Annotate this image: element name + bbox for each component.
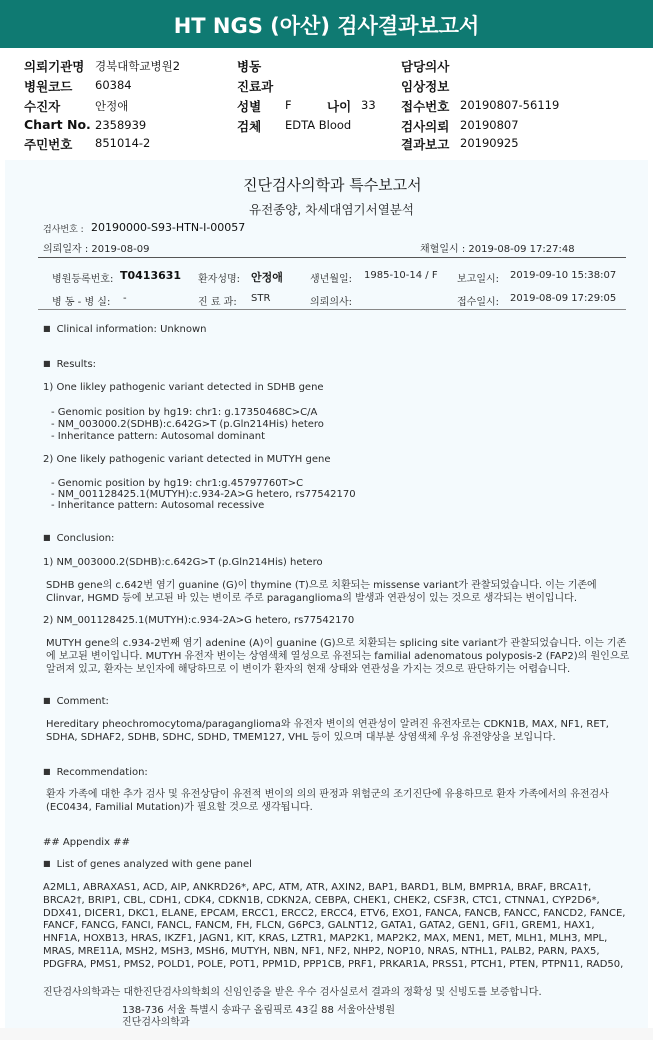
report-time-value: 2019-09-10 15:38:07 (510, 270, 617, 281)
reg-no-value: T0413631 (120, 269, 182, 282)
request-date: 의뢰일자 : 2019-08-09 (43, 244, 150, 255)
result2-line: - NM_001128425.1(MUTYH):c.934-2A>G hetero, rs77542170 (51, 489, 356, 500)
exam-request-value: 20190807 (460, 118, 519, 132)
specimen-value: EDTA Blood (285, 118, 352, 132)
ward-room-label: 병 동 - 병 실: (52, 297, 111, 308)
appendix-heading: ## Appendix ## (43, 837, 130, 848)
comment-heading: ■ Comment: (43, 696, 109, 707)
age-value: 33 (361, 98, 376, 112)
receipt-no-label: 접수번호 (401, 99, 450, 114)
report-time-label: 보고일시: (457, 274, 500, 285)
result1-line: - Inheritance pattern: Autosomal dominant (51, 431, 266, 442)
receipt-time-label: 접수일시: (457, 297, 500, 308)
requesting-doctor-label: 의뢰의사: (310, 297, 353, 308)
results-heading: ■ Results: (43, 359, 96, 370)
patient-name-label: 환자성명: (198, 274, 241, 285)
dept-label: 진료과 (237, 79, 274, 94)
department-name: 진단검사의학과 (122, 1017, 190, 1028)
patient-value: 안정애 (95, 99, 129, 113)
result2-title: 2) One likely pathogenic variant detected in MUTYH gene (43, 454, 331, 465)
patient-label: 수진자 (24, 99, 61, 114)
exam-no-label: 검사번호 : (43, 225, 84, 235)
exam-request-label: 검사의뢰 (401, 119, 450, 134)
department-label: 진 료 과: (198, 297, 237, 308)
sex-value: F (285, 98, 292, 112)
exam-no-value: 20190000-S93-HTN-I-00057 (91, 221, 246, 234)
report-title: HT NGS (아산) 검사결과보고서 (173, 14, 480, 38)
scanned-report (5, 160, 648, 1028)
result-report-value: 20190925 (460, 136, 519, 150)
ward-room-value: - (123, 293, 127, 304)
result1-title: 1) One likley pathogenic variant detected in SDHB gene (43, 382, 324, 393)
result1-line: - NM_003000.2(SDHB):c.642G>T (p.Gln214His) hetero (51, 419, 324, 430)
reg-no-label: 병원등록번호: (52, 274, 114, 285)
dob-value: 1985-10-14 / F (364, 270, 438, 281)
institution-label: 의뢰기관명 (24, 59, 85, 74)
conclusion1-text: SDHB gene의 c.642번 염기 guanine (G)이 thymine (T)으로 치환되는 missense variant가 관찰되었습니다. 이는 기존에 Clinvar, HGMD 등에 보고된 바 있는 변이로 주로 paraganglioma의 발생과 연관성이 있는 것으로 생각되는 변이입니다. (46, 580, 597, 604)
dob-label: 생년월일: (310, 274, 353, 285)
result2-line: - Inheritance pattern: Autosomal recessive (51, 500, 265, 511)
collect-date: 채혈일시 : 2019-08-09 17:27:48 (420, 244, 575, 255)
conclusion1-title: 1) NM_003000.2(SDHB):c.642G>T (p.Gln214His) hetero (43, 557, 323, 568)
table-top-rule (38, 257, 626, 258)
bottom-margin (0, 1028, 653, 1040)
gene-list: A2ML1, ABRAXAS1, ACD, AIP, ANKRD26*, APC, ATM, ATR, AXIN2, BAP1, BARD1, BLM, BMPR1A, BRAF, BRCA1†, BRCA2†, BRIP1, CBL, CDH1, CDK4, CDKN1B, CDKN2A, CEBPA, CHEK1, CHEK2, CSF3R, CTC1, CTNNA1, CYP2D6*, DDX41, DICER1, DKC1, ELANE, EPCAM, ERCC1, ERCC2, ERCC4, ETV6, EXO1, FANCA, FANCB, FANCC, FANCD2, FANCE, FANCF, FANCG, FANCI, FANCL, FANCM, FH, FLCN, G6PC3, GALNT12, GATA1, GATA2, GEN1, GFI1, GREM1, HAX1, HNF1A, HOXB13, HRAS, IKZF1, JAGN1, KIT, KRAS, LZTR1, MAP2K1, MAP2K2, MAX, MEN1, MET, MLH1, MLH3, MPL, MRAS, MRE11A, MSH2, MSH3, MSH6, MUTYH, NBN, NF1, NF2, NHP2, NOP10, NRAS, NTHL1, PALB2, PARN, PAX5, PDGFRA, PMS1, PMS2, POLD1, POLE, POT1, PPM1D, PPP1CB, PRF1, PRKAR1A, PRSS1, PTCH1, PTEN, PTPN11, RAD50, (43, 882, 626, 970)
conclusion2-title: 2) NM_001128425.1(MUTYH):c.934-2A>G hetero, rs77542170 (43, 615, 355, 626)
conclusion2-text: MUTYH gene의 c.934-2번째 염기 adenine (A)이 guanine (G)으로 치환되는 splicing site variant가 관찰되었습니다. 이는 기존에 보고된 변이입니다. MUTYH 유전자 변이는 상염색체 열성으로 유전되는 familial adenomatous polyposis-2 (FAP2)의 원인으로 알려져 있고, 환자는 보인자에 해당하므로 이 변이가 환자의 현재 상태와 연관성을 가지는 것으로 판단하기는 어렵습니다. (46, 638, 630, 675)
resident-no-label: 주민번호 (24, 137, 73, 152)
hospital-code-value: 60384 (95, 78, 132, 92)
gene-panel-heading: ■ List of genes analyzed with gene panel (43, 859, 252, 870)
chart-no-label: Chart No. (24, 117, 91, 132)
result1-line: - Genomic position by hg19: chr1: g.17350468C>C/A (51, 407, 318, 418)
doctor-label: 담당의사 (401, 59, 450, 74)
hospital-address: 138-736 서울 특별시 송파구 올림픽로 43길 88 서울아산병원 (122, 1005, 396, 1016)
patient-info-panel (0, 48, 653, 158)
department-value: STR (251, 293, 271, 304)
sex-label: 성별 (237, 99, 262, 114)
certification-text: 진단검사의학과는 대한진단검사의학회의 신임인증을 받은 우수 검사실로서 결과의 정확성 및 신빙도를 보증합니다. (43, 987, 542, 998)
result2-line: - Genomic position by hg19: chr1:g.45797760T>C (51, 478, 304, 489)
report-subheading: 유전종양, 차세대염기서열분석 (249, 202, 414, 217)
specimen-label: 검체 (237, 119, 262, 134)
chart-no-value: 2358939 (95, 118, 147, 132)
patient-name-value: 안정애 (251, 271, 283, 284)
table-bottom-rule (38, 309, 626, 310)
clinical-info-label: 임상정보 (401, 79, 450, 94)
hospital-code-label: 병원코드 (24, 79, 73, 94)
age-label: 나이 (327, 99, 352, 114)
receipt-no-value: 20190807-56119 (460, 98, 560, 112)
report-title-bar (0, 0, 653, 48)
ward-label: 병동 (237, 59, 262, 74)
result-report-label: 결과보고 (401, 137, 450, 152)
recommendation-heading: ■ Recommendation: (43, 767, 148, 778)
comment-text: Hereditary pheochromocytoma/paraganglioma와 유전자 변이의 연관성이 알려진 유전자로는 CDKN1B, MAX, NF1, RET, SDHA, SDHAF2, SDHB, SDHC, SDHD, TMEM127, VHL 등이 있으며 대부분 상염색체 우성 유전양상을 보입니다. (46, 719, 609, 743)
clinical-info: ■ Clinical information: Unknown (43, 324, 206, 335)
institution-value: 경북대학교병원2 (95, 59, 181, 73)
recommendation-text: 환자 가족에 대한 추가 검사 및 유전상담이 유전적 변이의 의의 판정과 위험군의 조기진단에 유용하므로 환자 가족에서의 유전검사(EC0434, Familial Mutation)가 필요할 것으로 생각됩니다. (46, 789, 609, 813)
resident-no-value: 851014-2 (95, 136, 151, 150)
receipt-time-value: 2019-08-09 17:29:05 (510, 293, 617, 304)
report-heading: 진단검사의학과 특수보고서 (243, 176, 422, 194)
conclusion-heading: ■ Conclusion: (43, 533, 114, 544)
